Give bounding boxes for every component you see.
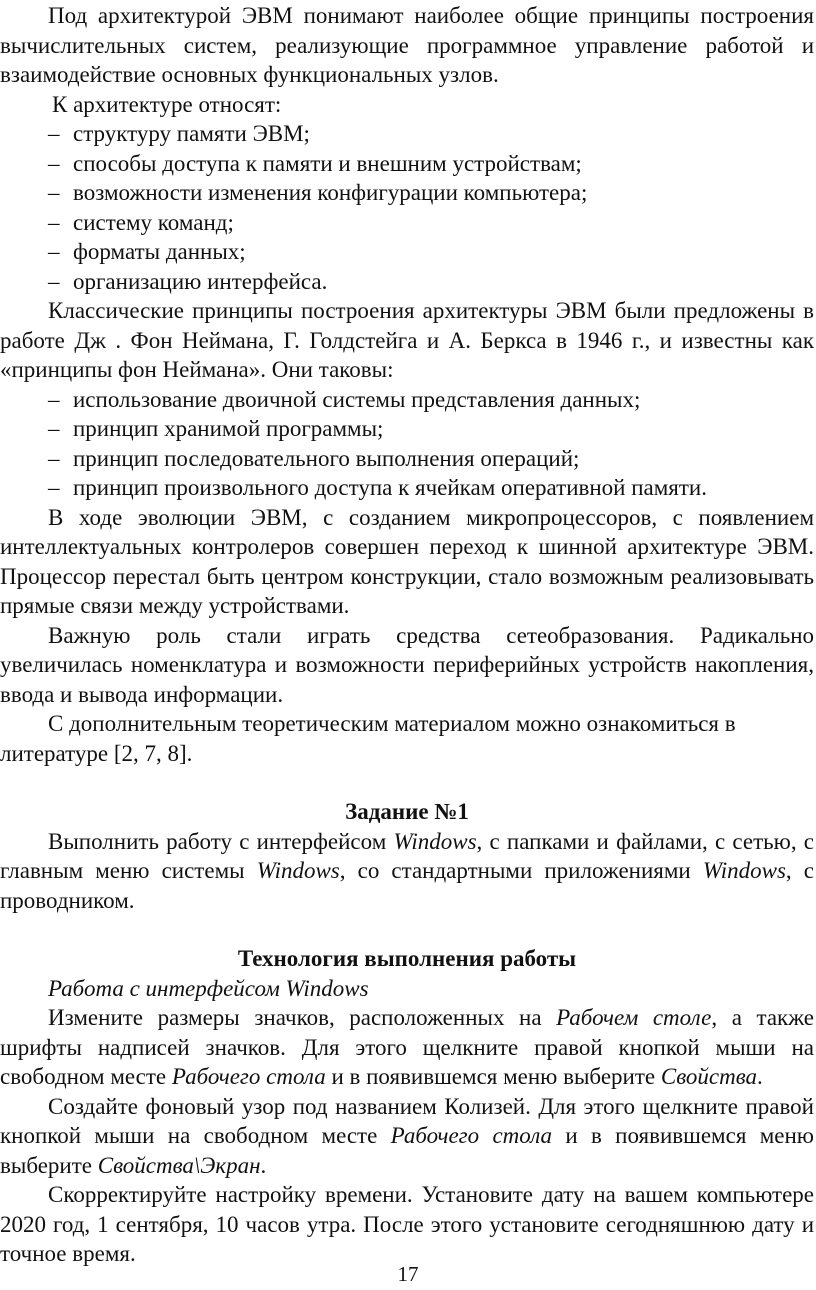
dash-bullet: – <box>48 386 60 412</box>
task-text-italic: Windows <box>393 828 477 854</box>
list-item <box>0 237 814 267</box>
task-paragraph <box>0 827 814 916</box>
body-text-italic: Рабочем столе <box>556 1005 712 1030</box>
von-neumann-paragraph: Классические принципы построения архитектуры ЭВМ были предложены в работе Дж . Фон Неймана, Г. Голдстейга и А. Беркса в 1946 г., и известны как «принципы фон Неймана». Они таковы: <box>0 298 814 382</box>
background-paragraph <box>0 1092 814 1181</box>
list-item <box>0 149 814 179</box>
tech-heading: Технология выполнения работы <box>237 946 577 971</box>
dash-bullet: – <box>48 121 60 146</box>
dash-bullet: – <box>48 150 60 176</box>
tech-subheading: Работа с интерфейсом Windows <box>48 975 369 1001</box>
dash-bullet: – <box>48 445 60 471</box>
list-item-text: принцип последовательного выполнения операций; <box>73 445 580 471</box>
body-text-italic: Рабочего стола <box>171 1064 326 1089</box>
time-paragraph: Скорректируйте настройку времени. Установите дату на вашем компьютере 2020 год, 1 сентября, 10 часов утра. После этого установите сегодняшнюю дату и точное время. <box>0 1182 814 1266</box>
list-item <box>0 178 814 208</box>
intro-paragraph-1: Под архитектурой ЭВМ понимают наиболее общие принципы построения вычислительных систем, реализующие программное управление работой и взаимодействие основных функциональных узлов. <box>0 3 814 87</box>
page-number: 17 <box>397 1262 419 1286</box>
body-text-italic: Рабочего стола <box>390 1123 553 1148</box>
architecture-list <box>0 119 814 296</box>
task-text-italic: Windows <box>256 858 340 883</box>
body-text: . <box>757 1064 763 1089</box>
list-item-text: структуру памяти ЭВМ; <box>73 121 310 146</box>
body-text: . <box>260 1152 267 1178</box>
body-text: , а также шрифты надписей значков. Для этого щелкните правой кнопкой мыши на свободном месте <box>0 1005 814 1089</box>
list-item <box>0 119 814 149</box>
list-item-text: использование двоичной системы представления данных; <box>73 386 641 412</box>
list-item-text: систему команд; <box>73 209 234 235</box>
dash-bullet: – <box>48 475 60 500</box>
icons-paragraph <box>0 1003 814 1092</box>
principles-list <box>0 385 814 503</box>
evolution-paragraph: В ходе эволюции ЭВМ, с созданием микропроцессоров, с появлением интеллектуальных контролеров совершен переход к шинной архитектуре ЭВМ. Процессор перестал быть центром конструкции, стало возможным реализовывать прямые связи между устройствами. <box>0 504 814 618</box>
body-text: Измените размеры значков, расположенных на <box>48 1005 557 1030</box>
task-text: , с папками и файлами, с сетью, с главным меню системы <box>0 828 815 883</box>
list-item-text: организацию интерфейса. <box>73 268 328 294</box>
task-text: , со стандартными приложениями <box>339 858 703 883</box>
dash-bullet: – <box>48 268 60 294</box>
spacer <box>0 915 814 944</box>
architecture-lead: К архитектуре относят: <box>52 91 282 117</box>
page-content <box>0 1 814 1269</box>
list-item-text: форматы данных; <box>73 239 246 264</box>
dash-bullet: – <box>48 209 60 235</box>
task-text-italic: Windows <box>702 858 786 883</box>
body-text-italic: Свойства <box>660 1064 758 1089</box>
task-text: , с проводником. <box>0 858 814 913</box>
list-item <box>0 208 814 238</box>
list-item <box>0 444 814 474</box>
body-text-italic: Свойства\Экран <box>97 1152 261 1178</box>
literature-paragraph: С дополнительным теоретическим материалом можно ознакомиться в литературе [2, 7, 8]. <box>0 711 736 766</box>
list-item <box>0 267 814 297</box>
list-item-text: возможности изменения конфигурации компьютера; <box>73 180 588 205</box>
dash-bullet: – <box>48 416 60 441</box>
task-text: Выполнить работу с интерфейсом <box>48 828 394 854</box>
list-item <box>0 473 814 503</box>
dash-bullet: – <box>48 180 60 205</box>
list-item <box>0 414 814 444</box>
dash-bullet: – <box>48 239 60 264</box>
spacer <box>0 768 814 797</box>
networking-paragraph: Важную роль стали играть средства сетеобразования. Радикально увеличилась номенклатура и возможности периферийных устройств накопления, ввода и вывода информации. <box>0 622 814 707</box>
list-item <box>0 385 814 415</box>
list-item-text: способы доступа к памяти и внешним устройствам; <box>73 150 582 176</box>
body-text: и в появившемся меню выберите <box>0 1123 814 1178</box>
list-item-text: принцип хранимой программы; <box>73 416 384 441</box>
body-text: Создайте фоновый узор под названием Колизей. Для этого щелкните правой кнопкой мыши на свободном месте <box>0 1093 814 1148</box>
body-text: и в появившемся меню выберите <box>325 1064 661 1089</box>
list-item-text: принцип произвольного доступа к ячейкам оперативной памяти. <box>73 475 707 500</box>
task-heading: Задание №1 <box>345 799 469 824</box>
